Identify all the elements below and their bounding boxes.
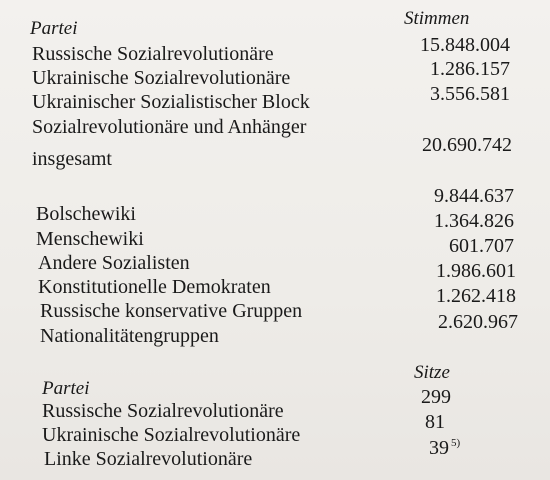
party-name: Nationalitätengruppen <box>40 325 219 347</box>
vote-count: 1.262.418 <box>436 285 516 307</box>
votes-header: Stimmen <box>404 8 470 29</box>
total-label: Sozialrevolutionäre und Anhänger <box>32 116 307 138</box>
vote-count: 1.986.601 <box>436 260 516 282</box>
party-header: Partei <box>42 378 90 399</box>
vote-count: 1.364.826 <box>434 210 514 232</box>
party-name: Andere Sozialisten <box>38 252 190 274</box>
party-name: Linke Sozialrevolutionäre <box>44 448 253 470</box>
party-name: Russische Sozialrevolutionäre <box>42 400 284 422</box>
party-name: Konstitutionelle Demokraten <box>38 276 271 298</box>
party-name: Ukrainischer Sozialistischer Block <box>32 91 310 113</box>
total-label: insgesamt <box>32 148 112 170</box>
vote-count: 15.848.004 <box>420 34 510 56</box>
party-name: Ukrainische Sozialrevolutionäre <box>42 424 301 446</box>
total-vote-count: 20.690.742 <box>422 134 512 156</box>
footnote-marker: 5) <box>451 437 461 450</box>
seat-count-row <box>429 437 460 459</box>
vote-count: 2.620.967 <box>438 311 518 333</box>
vote-count: 3.556.581 <box>430 83 510 105</box>
vote-count: 9.844.637 <box>434 185 514 207</box>
vote-count: 1.286.157 <box>430 58 510 80</box>
party-name: Menschewiki <box>36 228 144 250</box>
party-name: Russische Sozialrevolutionäre <box>32 43 274 65</box>
seats-header: Sitze <box>414 362 450 383</box>
party-name: Russische konservative Gruppen <box>40 300 303 322</box>
party-header: Partei <box>30 18 78 39</box>
party-name: Ukrainische Sozialrevolutionäre <box>32 67 291 89</box>
seat-count: 39 <box>429 437 449 459</box>
vote-count: 601.707 <box>449 235 514 257</box>
seat-count: 81 <box>425 411 445 433</box>
party-name: Bolschewiki <box>36 203 136 225</box>
seat-count: 299 <box>421 386 451 408</box>
